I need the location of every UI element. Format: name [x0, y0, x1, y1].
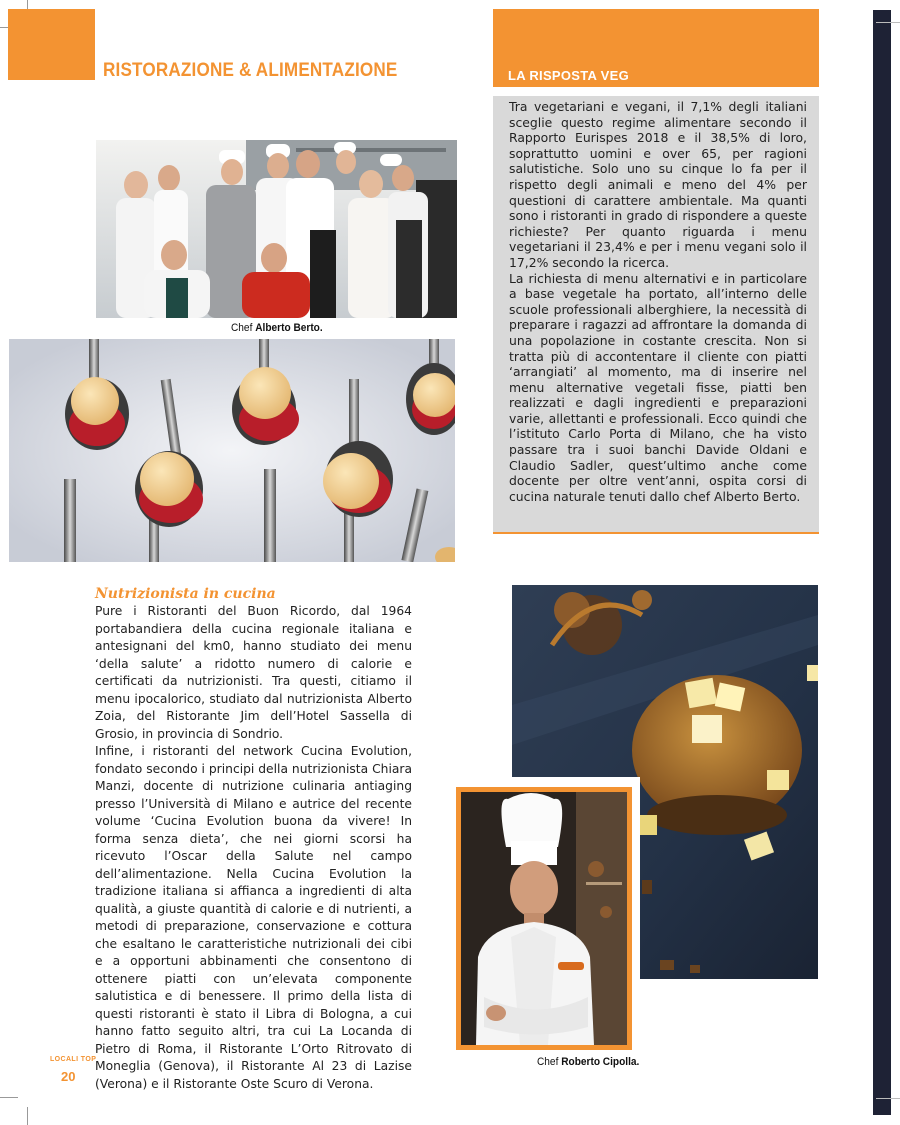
caption-prefix: Chef	[231, 322, 253, 334]
sidebar-title: LA RISPOSTA VEG	[508, 68, 630, 83]
page-number: 20	[61, 1069, 76, 1084]
sidebar-header	[493, 9, 819, 87]
article-body	[95, 586, 412, 1093]
spoons-photo	[9, 339, 455, 562]
caption-name: Alberto Berto.	[255, 322, 323, 334]
caption-name: Roberto Cipolla.	[561, 1056, 640, 1068]
sidebar-box	[493, 96, 819, 534]
chef-portrait-image	[456, 787, 632, 1050]
sidebar-paragraph: La richiesta di menu alternativi e in particolare a base vegetale ha portato, all’interno delle scuole professionali alberghiere, la necessità di preparare i ragazzi ad affrontare la domanda di una popolazione in costante crescita. Non si tratta più di accontentare il cliente con piatti ‘arrangiati’ al momento, ma di inserire nel menu alternative vegetali fisse, piatti ben realizzati e dagli ingredienti e preparazioni varie, allettanti e professionali. Ecco quindi che l’istituto Carlo Porta di Milano, che ha visto passare tra i suoi banchi Davide Oldani e Claudio Sadler, quest’ultimo anche come docente per oltre vent’anni, ospita corsi di cucina naturale tenuti dallo chef Alberto Berto.	[509, 270, 807, 504]
caption-alberto-berto	[231, 322, 323, 334]
article-paragraph: Infine, i ristoranti del network Cucina Evolution, fondato secondo i principi della nutrizionista Chiara Manzi, docente di nutrizione culinaria antiaging presso l’Università di Milano e autrice del recente volume ‘Cucina Evolution buona da vivere! In forma senza dieta’, che nei giorni scorsi ha ricevuto l’Oscar della Salute nel campo dell’alimentazione. Nella Cucina Evolution la tradizione italiana si affianca a ingredienti di alta qualità, a giuste quantità di calorie e di nutrienti, a metodi di preparazione, conservazione e cottura che esaltano le caratteristiche nutrizionali dei cibi e a opportuni abbinamenti che consentono di ottenere piatti con un’elevata componente salutistica e di benessere. Il primo della lista di questi ristoranti è stato il Libra di Bologna, a cui hanno fatto seguito altri, tra cui La Locanda di Pietro di Roma, il Ristorante L’Orto Ritrovato di Moneglia (Genova), il Ristorante Al 23 di Lazise (Verona) e il Ristorante Oste Scuro di Verona.	[95, 744, 412, 1091]
group-photo-image	[96, 140, 457, 318]
header-accent-block	[8, 9, 95, 80]
spoons-photo-image	[9, 339, 455, 562]
binding-bar	[873, 10, 891, 1115]
section-title: RISTORAZIONE & ALIMENTAZIONE	[103, 60, 398, 81]
sidebar-paragraph: Tra vegetariani e vegani, il 7,1% degli italiani sceglie questo regime alimentare secondo il Rapporto Eurispes 2018 e il 38,5% di loro, soprattutto uomini e over 65, per ragioni salutistiche. Solo uno su cinque lo fa per il rispetto degli animali e meno del 4% per questioni di carattere ambientale. Ma quanti sono i ristoranti in grado di rispondere a queste richieste? Per quanto riguarda i menu vegetariani il 23,4% e per i menu vegani solo il 17,2% secondo la ricerca.	[509, 99, 807, 270]
chef-portrait-photo	[456, 787, 632, 1050]
article-paragraph: Pure i Ristoranti del Buon Ricordo, dal 1964 portabandiera della cucina regionale italiana e antesignani del km0, hanno studiato dei menu ‘della salute’ a ridotto numero di calorie e certificati da nutrizionisti. Tra questi, citiamo il menu ipocalorico, studiato dal nutrizionista Alberto Zoia, del Ristorante Jim dell’Hotel Sassella di Grosio, in provincia di Sondrio.	[95, 604, 412, 741]
caption-roberto-cipolla	[537, 1056, 639, 1068]
caption-prefix: Chef	[537, 1056, 559, 1068]
footer-magazine-name: LOCALI TOP	[50, 1056, 97, 1063]
group-photo-chefs	[96, 140, 457, 318]
article-subhead: Nutrizionista in cucina	[95, 586, 276, 602]
